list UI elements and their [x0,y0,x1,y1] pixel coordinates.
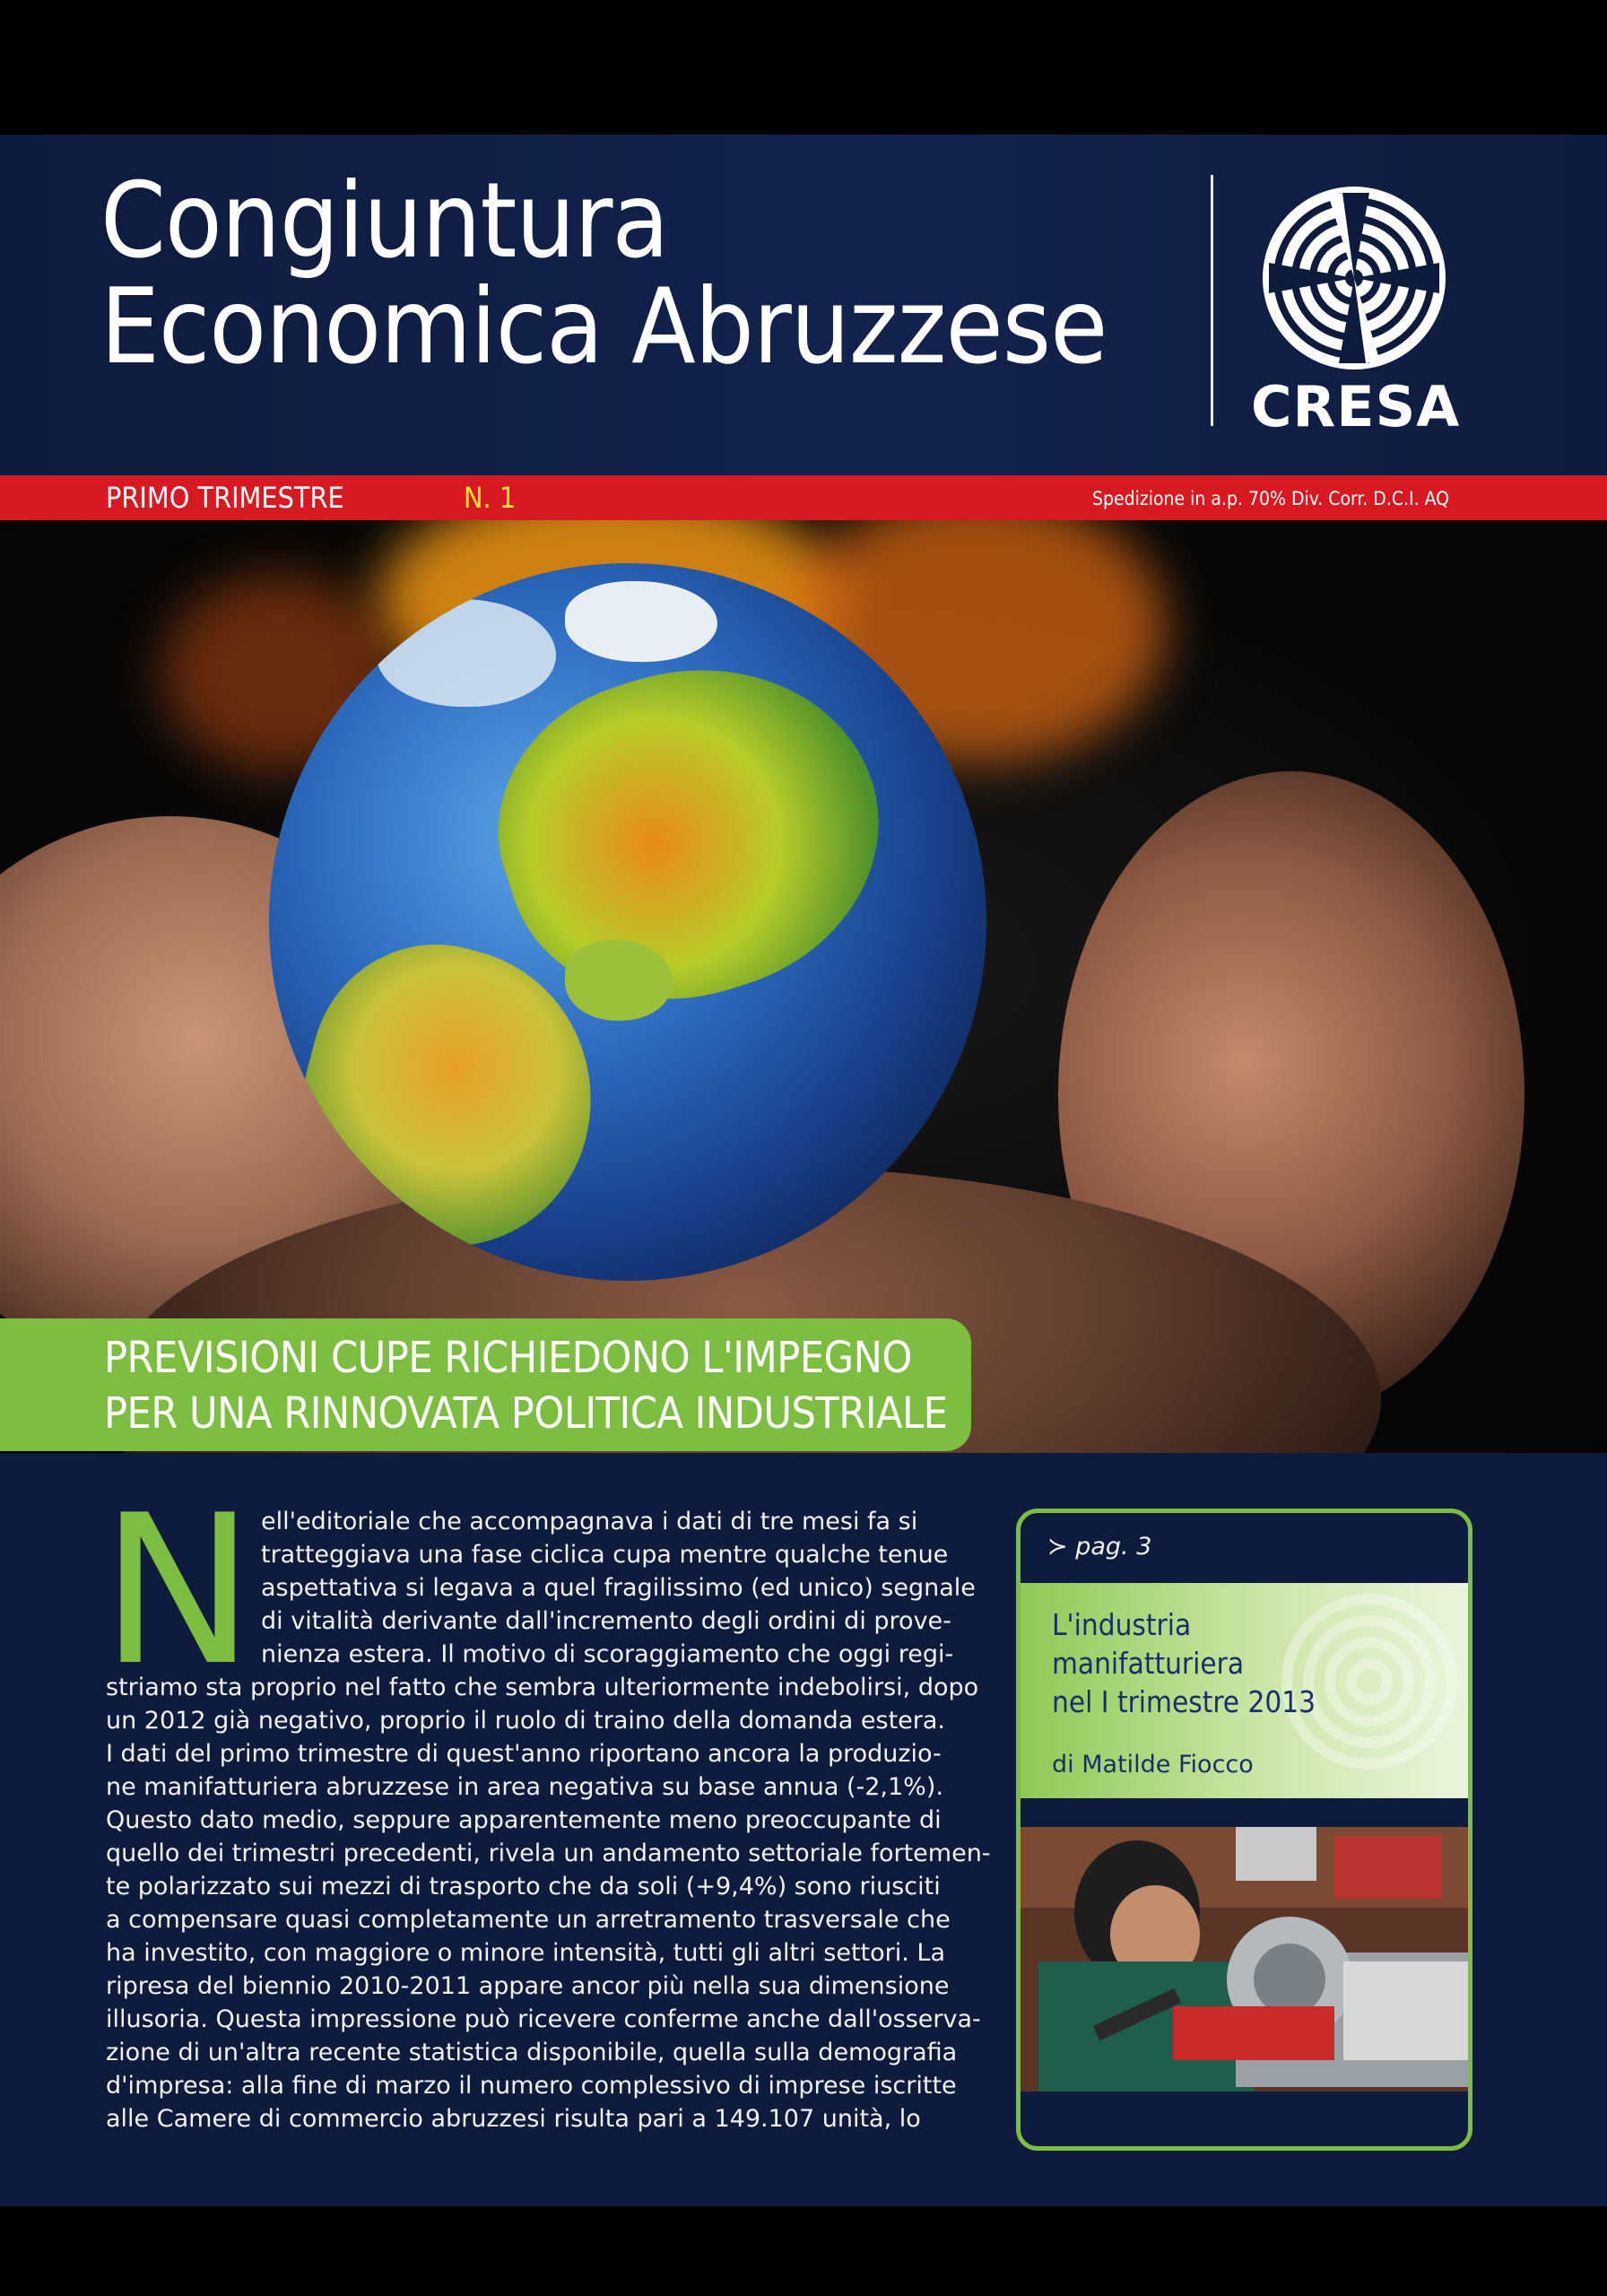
globe [269,563,986,1281]
teaser-title [1052,1605,1316,1721]
editorial-line: ne manifatturiera abruzzese in area negativa su base annua (-2,1%). [106,1773,943,1801]
shipping-note: Spedizione in a.p. 70% Div. Corr. D.C.I. AQ [1091,488,1449,509]
magazine-title [100,161,1108,387]
editorial-line: a compensare quasi completamente un arretramento trasversale che [106,1906,951,1934]
lathe-worker-illustration [1021,1827,1468,2092]
teaser-title-line-2: manifatturiera [1052,1646,1245,1681]
editorial-line: I dati del primo trimestre di quest'anno riportano ancora la produzio- [106,1740,942,1768]
issue-number: N. 1 [464,481,517,515]
cresa-emblem-icon [1251,184,1457,372]
logo-wordmark: CRESA [1251,374,1461,439]
editorial-line: te polarizzato sui mezzi di trasporto che da soli (+9,4%) sono riusciti [106,1873,941,1900]
headline-line-1: PREVISIONI CUPE RICHIEDONO L'IMPEGNO [104,1333,912,1383]
editorial-line: un 2012 già negativo, proprio il ruolo di traino della domanda estera. [106,1707,945,1735]
land-arctic [377,599,556,707]
teaser-title-line-3: nel I trimestre 2013 [1052,1684,1316,1719]
editorial-line: ripresa del biennio 2010-2011 appare ancor più nella sua dimensione [106,1972,950,2000]
title-line-2: Economica Abruzzese [100,266,1108,387]
editorial-line: tratteggiava una fase ciclica cupa mentre qualche tenue [261,1541,949,1569]
issue-period: PRIMO TRIMESTRE [106,481,344,515]
teaser-title-line-1: L'industria [1052,1607,1192,1642]
editorial-line: di vitalità derivante dall'incremento degli ordini di prove- [261,1607,951,1635]
cover-photo [0,520,1607,1453]
editorial-line: d'impresa: alla fine di marzo il numero complessivo di imprese iscritte [106,2072,957,2100]
editorial-line: ell'editoriale che accompagnava i dati di tre mesi fa si [261,1508,918,1535]
teaser-author: di Matilde Fiocco [1052,1751,1254,1779]
land-greenland [565,581,717,662]
editorial-line: striamo sta proprio nel fatto che sembra ulteriormente indebolirsi, dopo [106,1674,979,1701]
article-teaser-card[interactable] [1016,1509,1472,2151]
editorial-line: zione di un'altra recente statistica disponibile, quella sulla demografia [106,2039,958,2066]
teaser-photo [1021,1827,1468,2092]
drop-cap: N [100,1472,256,1711]
land-central-america [565,940,673,1021]
masthead-divider [1211,175,1213,426]
editorial-line: quello dei trimestri precedenti, rivela un andamento settoriale fortemen- [106,1839,991,1867]
cover-headline [104,1330,947,1441]
page-reference [1047,1533,1151,1561]
editorial-line: alle Camere di commercio abruzzesi risulta pari a 149.107 unità, lo [106,2105,921,2133]
headline-line-2: PER UNA RINNOVATA POLITICA INDUSTRIALE [104,1388,948,1439]
editorial-line: Questo dato medio, seppure apparentemente meno preoccupante di [106,1806,942,1834]
arrow-icon: ≻ [1047,1533,1068,1561]
editorial-line: aspettativa si legava a quel fragilissimo (ed unico) segnale [261,1574,976,1602]
editorial-line: nienza estera. Il motivo di scoraggiamento che oggi regi- [261,1640,954,1668]
editorial-line: ha investito, con maggiore o minore intensità, tutti gli altri settori. La [106,1939,946,1967]
title-line-1: Congiuntura [100,161,669,282]
page-reference-label: pag. 3 [1075,1533,1152,1561]
editorial-line: illusoria. Questa impressione può ricevere conferme anche dall'osserva- [106,2005,981,2033]
cresa-logo [1251,184,1461,439]
